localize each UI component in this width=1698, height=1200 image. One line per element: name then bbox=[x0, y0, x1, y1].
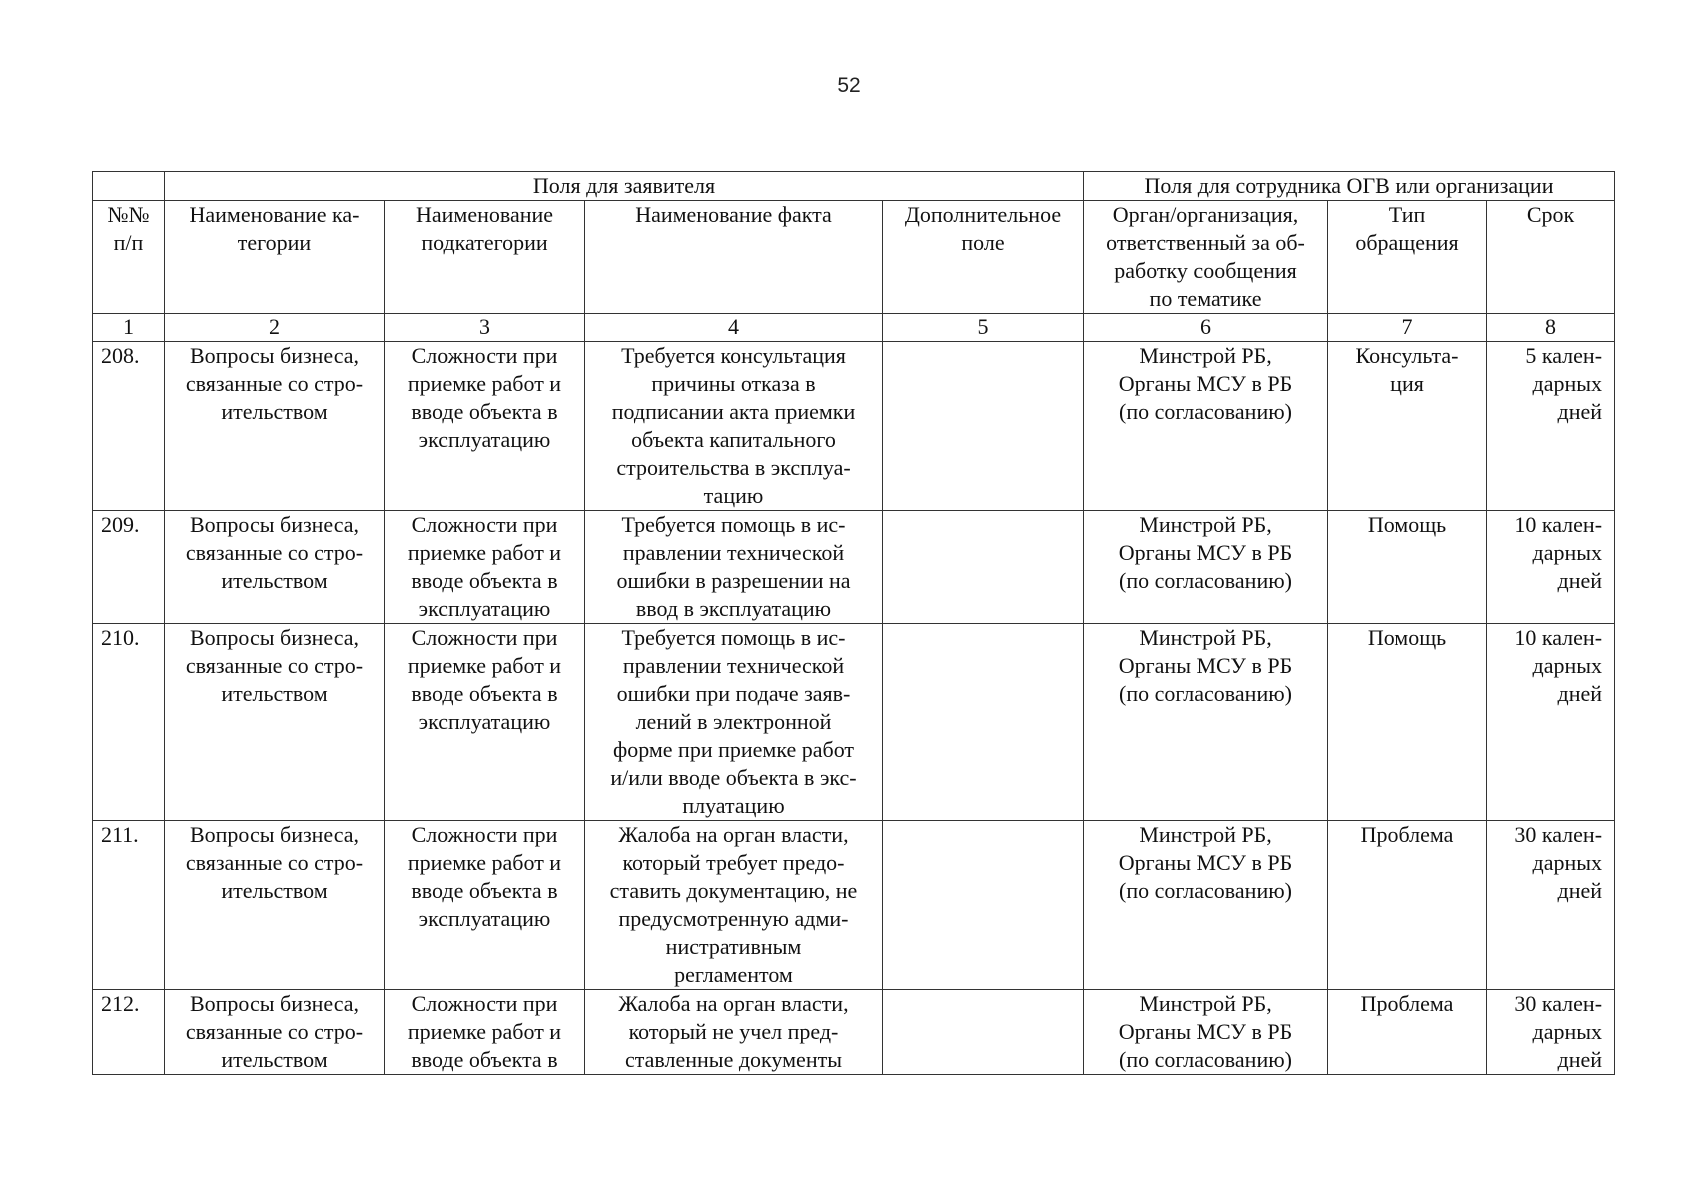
row-number: 210. bbox=[93, 624, 165, 821]
table-row bbox=[93, 624, 1615, 821]
row-type: Проблема bbox=[1328, 821, 1487, 990]
column-number: 4 bbox=[585, 314, 883, 342]
page-number: 52 bbox=[837, 74, 861, 97]
row-org: Минстрой РБ, Органы МСУ в РБ (по согласованию) bbox=[1084, 990, 1328, 1075]
row-category: Вопросы бизнеса, связанные со стро- ительством bbox=[165, 342, 385, 511]
row-number: 209. bbox=[93, 511, 165, 624]
column-number: 1 bbox=[93, 314, 165, 342]
row-subcategory: Сложности при приемке работ и вводе объекта в эксплуатацию bbox=[385, 821, 585, 990]
row-subcategory: Сложности при приемке работ и вводе объекта в эксплуатацию bbox=[385, 342, 585, 511]
header-group-applicant: Поля для заявителя bbox=[165, 172, 1084, 201]
table-row bbox=[93, 511, 1615, 624]
row-type: Помощь bbox=[1328, 624, 1487, 821]
row-number: 212. bbox=[93, 990, 165, 1075]
header-col-number: №№ п/п bbox=[93, 201, 165, 314]
header-col-subcategory: Наименование подкатегории bbox=[385, 201, 585, 314]
row-subcategory: Сложности при приемке работ и вводе объекта в эксплуатацию bbox=[385, 511, 585, 624]
column-number: 3 bbox=[385, 314, 585, 342]
row-category: Вопросы бизнеса, связанные со стро- ительством bbox=[165, 821, 385, 990]
table-row bbox=[93, 990, 1615, 1075]
header-col-org: Орган/организация, ответственный за об- работку сообщения по тематике bbox=[1084, 201, 1328, 314]
row-category: Вопросы бизнеса, связанные со стро- ительством bbox=[165, 624, 385, 821]
column-number: 5 bbox=[883, 314, 1084, 342]
row-org: Минстрой РБ, Органы МСУ в РБ (по согласованию) bbox=[1084, 821, 1328, 990]
row-extra bbox=[883, 990, 1084, 1075]
row-subcategory: Сложности при приемке работ и вводе объекта в эксплуатацию bbox=[385, 624, 585, 821]
row-fact: Требуется консультация причины отказа в подписании акта приемки объекта капитального строительства в эксплуа- тацию bbox=[585, 342, 883, 511]
row-fact: Требуется помощь в ис- правлении технической ошибки в разрешении на ввод в эксплуатацию bbox=[585, 511, 883, 624]
column-number: 7 bbox=[1328, 314, 1487, 342]
column-numbers-row bbox=[93, 314, 1615, 342]
header-columns-row bbox=[93, 201, 1615, 314]
row-fact: Требуется помощь в ис- правлении технической ошибки при подаче заяв- лений в электронной форме при приемке работ и/или вводе объекта в экс- плуатацию bbox=[585, 624, 883, 821]
header-group-staff: Поля для сотрудника ОГВ или организации bbox=[1084, 172, 1615, 201]
header-col-type: Тип обращения bbox=[1328, 201, 1487, 314]
row-type: Консульта- ция bbox=[1328, 342, 1487, 511]
row-org: Минстрой РБ, Органы МСУ в РБ (по согласованию) bbox=[1084, 342, 1328, 511]
row-category: Вопросы бизнеса, связанные со стро- ительством bbox=[165, 511, 385, 624]
row-extra bbox=[883, 624, 1084, 821]
header-group-row bbox=[93, 172, 1615, 201]
row-extra bbox=[883, 342, 1084, 511]
row-deadline: 30 кален- дарных дней bbox=[1487, 821, 1615, 990]
column-number: 6 bbox=[1084, 314, 1328, 342]
header-col-fact: Наименование факта bbox=[585, 201, 883, 314]
table-row bbox=[93, 342, 1615, 511]
row-deadline: 10 кален- дарных дней bbox=[1487, 511, 1615, 624]
header-group-empty bbox=[93, 172, 165, 201]
requests-table bbox=[92, 171, 1615, 1075]
row-subcategory: Сложности при приемке работ и вводе объекта в bbox=[385, 990, 585, 1075]
row-org: Минстрой РБ, Органы МСУ в РБ (по согласованию) bbox=[1084, 624, 1328, 821]
row-category: Вопросы бизнеса, связанные со стро- ительством bbox=[165, 990, 385, 1075]
row-fact: Жалоба на орган власти, который требует предо- ставить документацию, не предусмотренную адми- нистративным регламентом bbox=[585, 821, 883, 990]
column-number: 2 bbox=[165, 314, 385, 342]
row-extra bbox=[883, 511, 1084, 624]
row-deadline: 30 кален- дарных дней bbox=[1487, 990, 1615, 1075]
row-number: 208. bbox=[93, 342, 165, 511]
row-number: 211. bbox=[93, 821, 165, 990]
column-number: 8 bbox=[1487, 314, 1615, 342]
row-type: Помощь bbox=[1328, 511, 1487, 624]
header-col-deadline: Срок bbox=[1487, 201, 1615, 314]
row-org: Минстрой РБ, Органы МСУ в РБ (по согласованию) bbox=[1084, 511, 1328, 624]
row-deadline: 10 кален- дарных дней bbox=[1487, 624, 1615, 821]
row-type: Проблема bbox=[1328, 990, 1487, 1075]
row-fact: Жалоба на орган власти, который не учел пред- ставленные документы bbox=[585, 990, 883, 1075]
row-deadline: 5 кален- дарных дней bbox=[1487, 342, 1615, 511]
row-extra bbox=[883, 821, 1084, 990]
header-col-category: Наименование ка- тегории bbox=[165, 201, 385, 314]
table-row bbox=[93, 821, 1615, 990]
header-col-extra: Дополнительное поле bbox=[883, 201, 1084, 314]
